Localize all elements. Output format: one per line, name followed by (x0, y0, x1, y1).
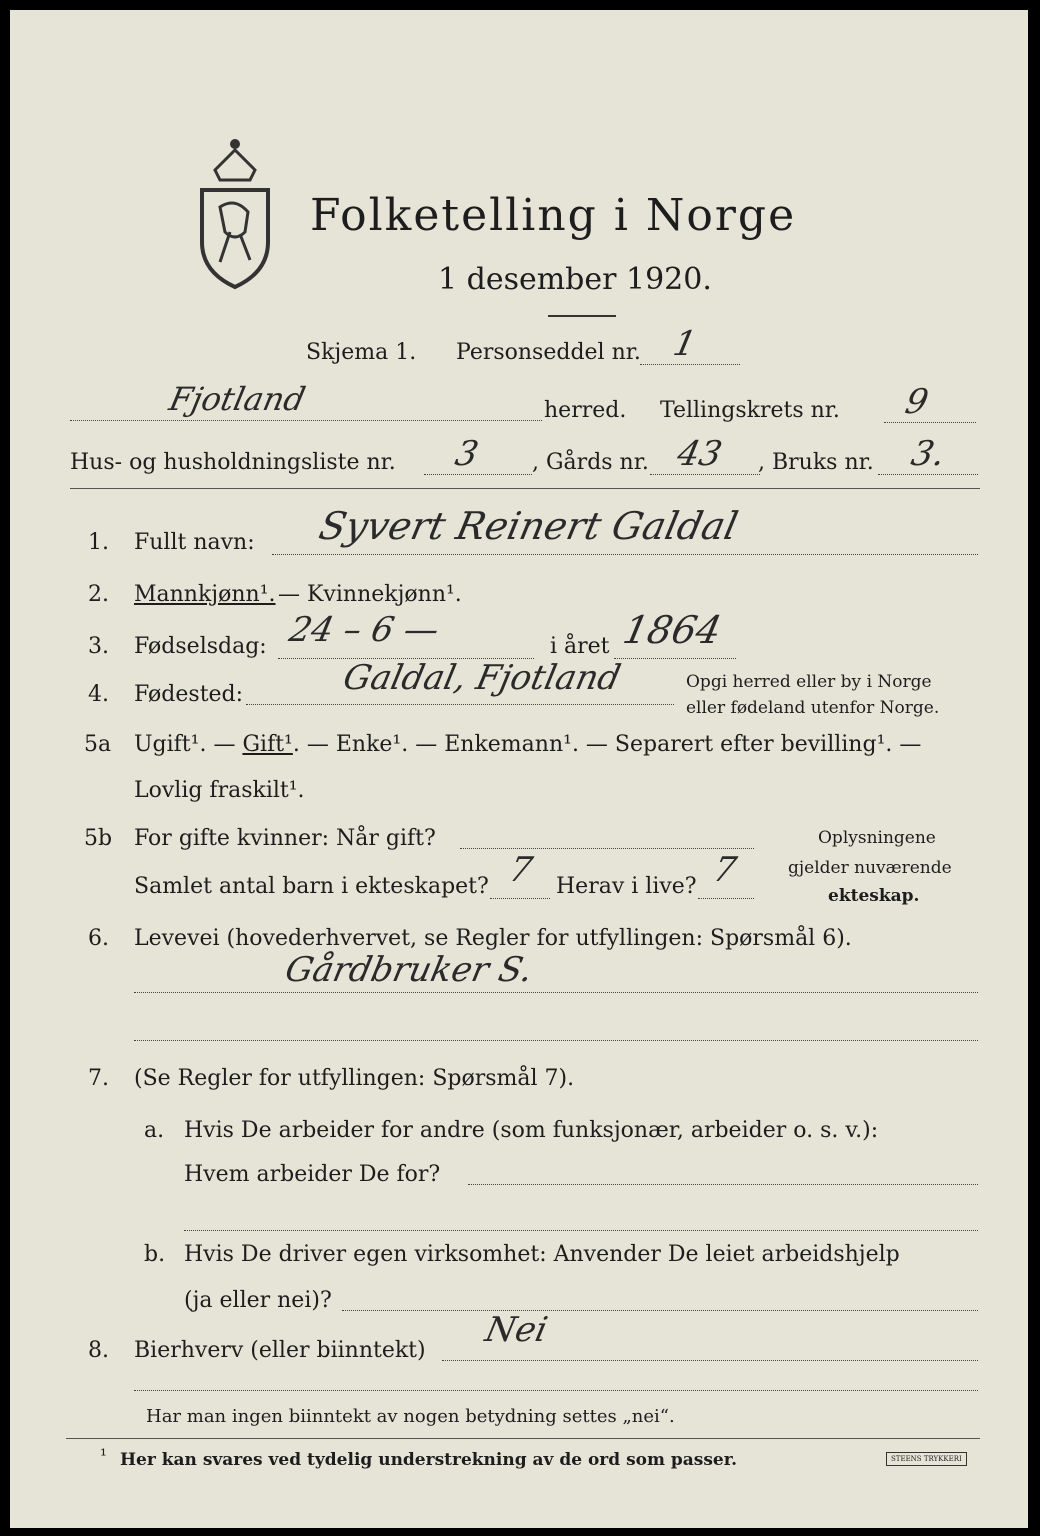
birthyear-line (614, 658, 736, 659)
q4-label: Fødested: (134, 682, 244, 707)
q7-number: 7. (88, 1066, 109, 1091)
employer-line (468, 1184, 978, 1185)
q2-number: 2. (88, 582, 109, 607)
married-when-line (460, 848, 754, 849)
birthplace-note-2: eller fødeland utenfor Norge. (686, 698, 940, 718)
birthyear-value: 1864 (619, 608, 726, 652)
children-alive-value: 7 (709, 850, 740, 890)
printer-stamp: STEENS TRYKKERI (886, 1452, 967, 1466)
birthplace-value: Galdal, Fjotland (339, 658, 625, 698)
q5b-label-children: Samlet antal barn i ekteskapet? (134, 874, 489, 899)
hus-value: 3 (451, 434, 482, 474)
hus-line (424, 474, 532, 475)
side-income-line-2 (134, 1390, 978, 1391)
bruks-line (878, 474, 978, 475)
birthplace-line (246, 704, 674, 705)
side-income-line (442, 1360, 978, 1361)
footnote-divider (66, 1438, 980, 1439)
q5b-note-3: ekteskap. (828, 886, 920, 906)
marital-others: . — Enke¹. — Enkemann¹. — Separert efter bevilling¹. — (292, 732, 922, 757)
tellingskrets-value: 9 (901, 382, 932, 422)
form-title: Folketelling i Norge (310, 190, 797, 241)
census-date: 1 desember 1920. (438, 262, 712, 297)
herred-line (70, 420, 542, 421)
footnote-text: Her kan svares ved tydelig understrekning av de ord som passer. (120, 1450, 738, 1470)
title-divider (548, 315, 616, 317)
birthplace-note-1: Opgi herred eller by i Norge (686, 672, 932, 692)
q8-label: Bierhverv (eller biinntekt) (134, 1338, 426, 1363)
q3-number: 3. (88, 634, 109, 659)
personseddel-value: 1 (669, 324, 700, 364)
skjema-label: Skjema 1. (306, 340, 417, 365)
gender-female-option: — Kvinnekjønn¹. (278, 582, 462, 607)
q1-label: Fullt navn: (134, 530, 255, 555)
full-name-value: Syvert Reinert Galdal (315, 504, 742, 548)
full-name-line (272, 554, 978, 555)
children-total-line (490, 898, 550, 899)
footnote-marker: ¹ (100, 1446, 107, 1466)
gards-label: , Gårds nr. (532, 450, 649, 475)
tellingskrets-line (884, 422, 976, 423)
gards-line (650, 474, 760, 475)
nei-note: Har man ingen biinntekt av nogen betydning settes „nei“. (146, 1406, 675, 1427)
personseddel-label: Personseddel nr. (456, 340, 641, 365)
bruks-value: 3. (907, 434, 949, 474)
q5b-label-alive: Herav i live? (556, 874, 697, 899)
side-income-value: Nei (481, 1310, 552, 1350)
q4-number: 4. (88, 682, 109, 707)
q7a-label: Hvis De arbeider for andre (som funksjonær, arbeider o. s. v.): (184, 1118, 879, 1143)
children-total-value: 7 (505, 850, 536, 890)
tellingskrets-label: Tellingskrets nr. (660, 398, 840, 423)
q8-number: 8. (88, 1338, 109, 1363)
children-alive-line (698, 898, 754, 899)
q3-label: Fødselsdag: (134, 634, 267, 659)
herred-value: Fjotland (165, 380, 309, 418)
q7b-label: Hvis De driver egen virksomhet: Anvender De leiet arbeidshjelp (184, 1242, 900, 1267)
employer-line-2 (184, 1230, 978, 1231)
q5b-note-1: Oplysningene (818, 828, 936, 848)
q5b-label-married-when: For gifte kvinner: Når gift? (134, 826, 436, 851)
marital-status-line (134, 732, 921, 757)
q7b-letter: b. (144, 1242, 166, 1267)
q6-number: 6. (88, 926, 109, 951)
q7-label: (Se Regler for utfyllingen: Spørsmål 7). (134, 1066, 575, 1091)
hus-label: Hus- og husholdningsliste nr. (70, 450, 396, 475)
section-divider (70, 488, 980, 489)
q1-number: 1. (88, 530, 109, 555)
bruks-label: , Bruks nr. (758, 450, 874, 475)
gender-male-option: Mannkjønn¹. (134, 582, 276, 607)
herred-label: herred. (544, 398, 627, 423)
q5b-number: 5b (84, 826, 113, 851)
marital-divorced: Lovlig fraskilt¹. (134, 778, 305, 803)
occupation-value: Gårdbruker S. (281, 950, 537, 990)
census-form (10, 10, 1028, 1528)
q5a-number: 5a (84, 732, 112, 757)
q5b-note-2: gjelder nuværende (788, 858, 952, 878)
birthdate-value: 24 – 6 — (285, 610, 443, 650)
q6-label: Levevei (hovederhvervet, se Regler for utfyllingen: Spørsmål 6). (134, 926, 852, 951)
hired-help-line (342, 1310, 978, 1311)
q7a-label-2: Hvem arbeider De for? (184, 1162, 441, 1187)
gards-value: 43 (673, 434, 726, 474)
q7a-letter: a. (144, 1118, 165, 1143)
birthyear-label: i året (550, 634, 610, 659)
occupation-line-2 (134, 1040, 978, 1041)
marital-married: Gift¹ (242, 732, 293, 757)
marital-unmarried: Ugift¹. — (134, 732, 243, 757)
q7b-label-2: (ja eller nei)? (184, 1288, 332, 1313)
occupation-line-1 (134, 992, 978, 993)
personseddel-line (640, 364, 740, 365)
coat-of-arms-icon (190, 132, 280, 292)
